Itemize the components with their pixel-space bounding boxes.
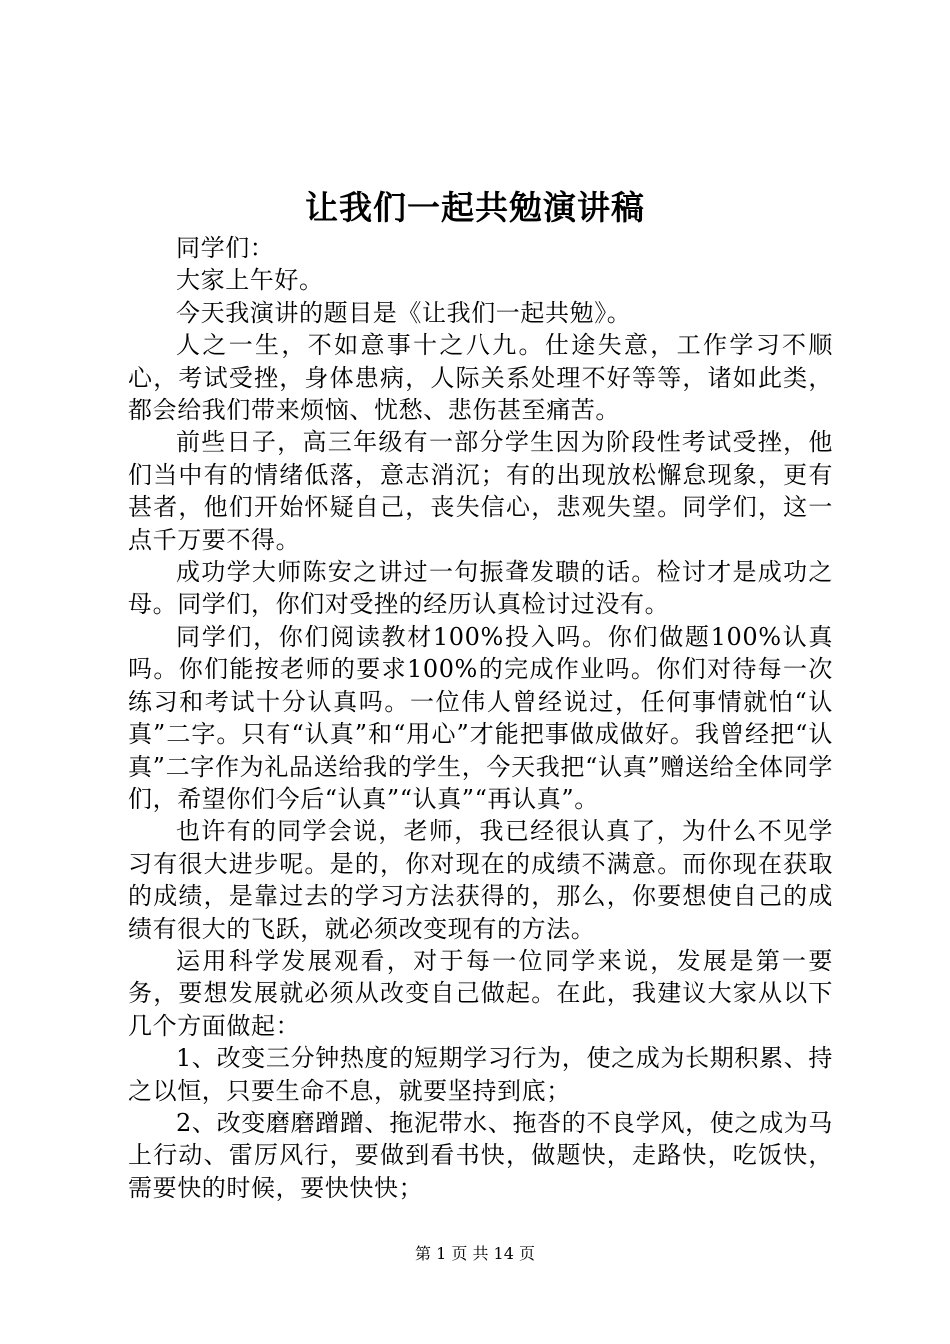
document-body (128, 232, 833, 1204)
paragraph: 同学们，你们阅读教材100%投入吗。你们做题100%认真吗。你们能按老师的要求100%的完成作业吗。你们对待每一次练习和考试十分认真吗。一位伟人曾经说过，任何事情就怕“认真”二字。只有“认真”和“用心”才能把事做成做好。我曾经把“认真”二字作为礼品送给我的学生，今天我把“认真”赠送给全体同学们，希望你们今后“认真”“认真”“再认真”。 (128, 622, 833, 813)
list-item: 2、改变磨磨蹭蹭、拖泥带水、拖沓的不良学风，使之成为马上行动、雷厉风行，要做到看书快，做题快，走路快，吃饭快，需要快的时候，要快快快； (128, 1108, 833, 1202)
list-item: 1、改变三分钟热度的短期学习行为，使之成为长期积累、持之以恒，只要生命不息，就要坚持到底； (128, 1044, 833, 1105)
greeting: 大家上午好。 (176, 266, 324, 295)
paragraph: 成功学大师陈安之讲过一句振聋发聩的话。检讨才是成功之母。同学们，你们对受挫的经历认真检讨过没有。 (128, 558, 833, 619)
paragraph: 运用科学发展观看，对于每一位同学来说，发展是第一要务，要想发展就必须从改变自己做起。在此，我建议大家从以下几个方面做起： (128, 946, 833, 1040)
paragraph: 前些日子，高三年级有一部分学生因为阶段性考试受挫，他们当中有的情绪低落，意志消沉；有的出现放松懈怠现象，更有甚者，他们开始怀疑自己，丧失信心，悲观失望。同学们，这一点千万要不得。 (128, 428, 833, 554)
paragraph: 也许有的同学会说，老师，我已经很认真了，为什么不见学习有很大进步呢。是的，你对现在的成绩不满意。而你现在获取的成绩，是靠过去的学习方法获得的，那么，你要想使自己的成绩有很大的飞跃，就必须改变现有的方法。 (128, 817, 833, 943)
paragraph: 今天我演讲的题目是《让我们一起共勉》。 (176, 298, 632, 327)
salutation: 同学们： (176, 234, 275, 262)
document-title: 让我们一起共勉演讲稿 (305, 188, 645, 227)
paragraph: 人之一生，不如意事十之八九。仕途失意，工作学习不顺心，考试受挫，身体患病，人际关系处理不好等等，诸如此类，都会给我们带来烦恼、忧愁、悲伤甚至痛苦。 (128, 331, 833, 425)
page-footer: 第 1 页 共 14 页 (415, 1244, 535, 1263)
